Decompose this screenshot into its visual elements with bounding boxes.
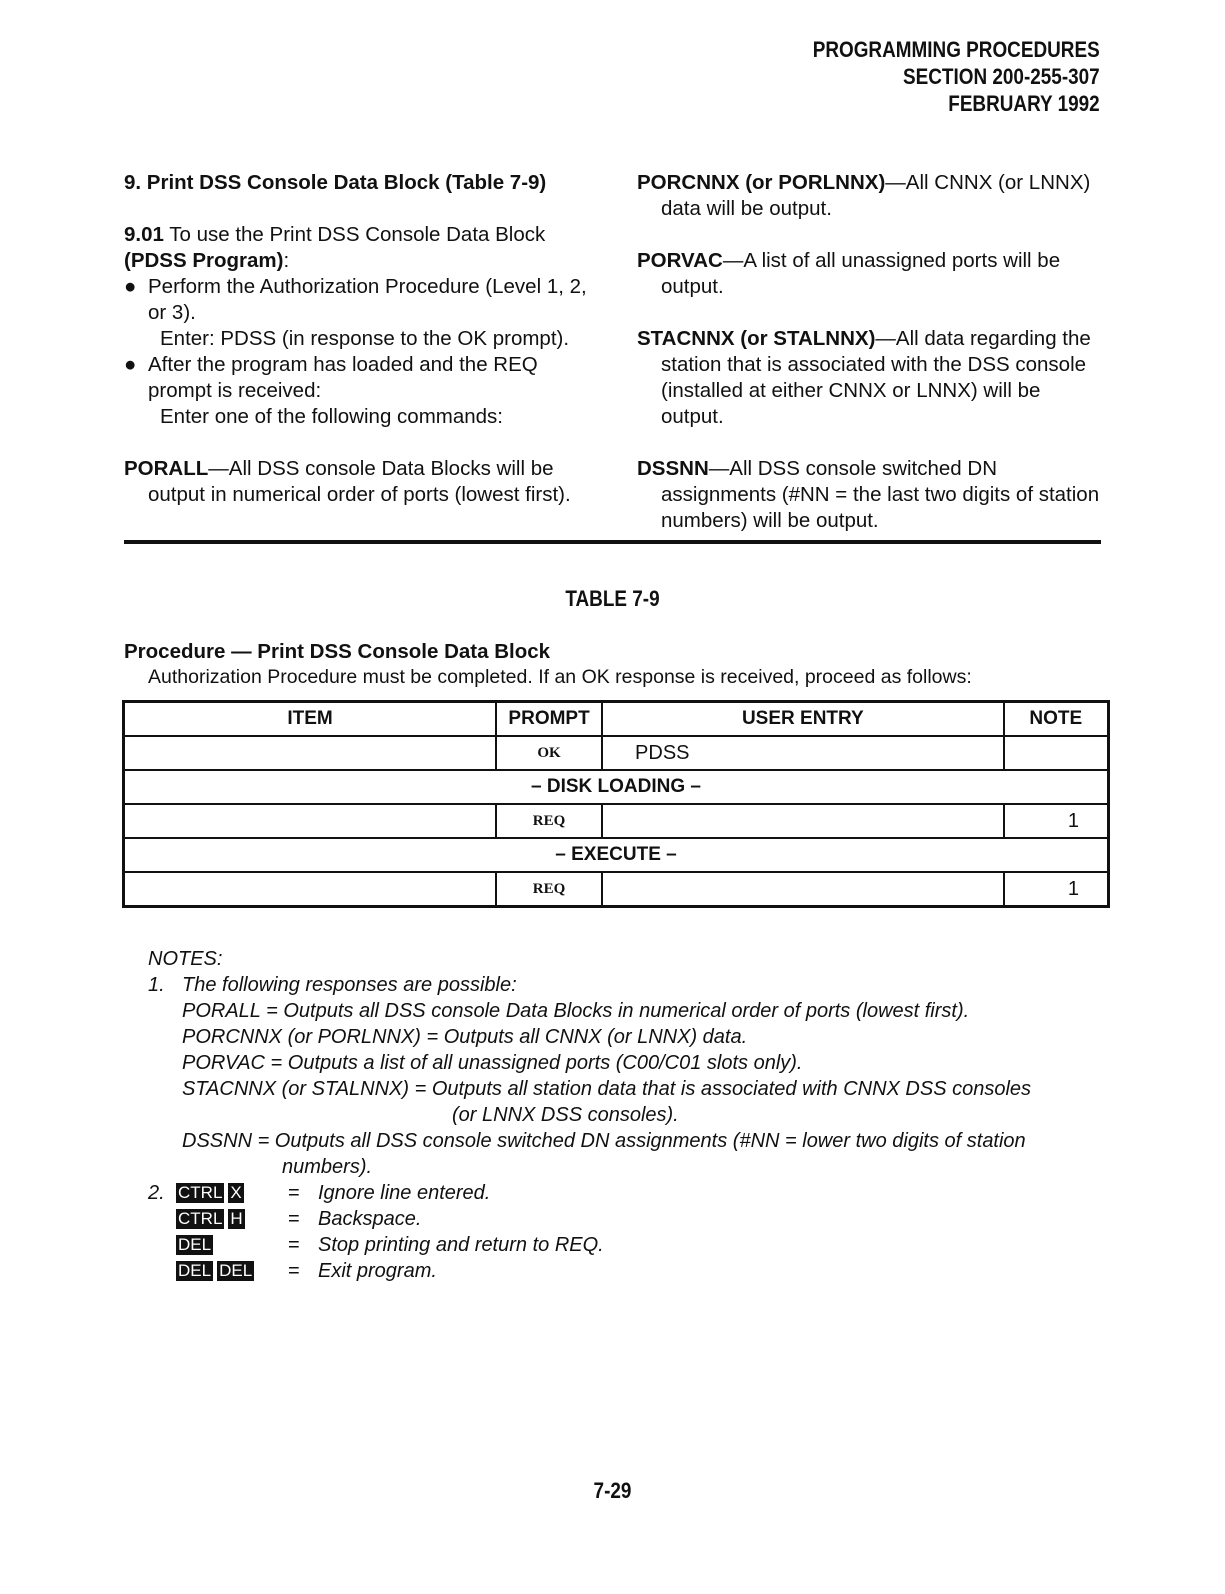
command-label: PORVAC — [637, 249, 723, 272]
prompt-cell: OK — [496, 736, 602, 770]
user-entry-cell: PDSS — [602, 736, 1004, 770]
table-row — [124, 804, 1109, 838]
table-row — [124, 736, 1109, 770]
program-name: (PDSS Program) — [124, 249, 284, 272]
column-header-item: ITEM — [124, 702, 497, 737]
key-cap: CTRL — [178, 1209, 223, 1228]
key-cap: CTRL — [178, 1183, 223, 1202]
note-intro: The following responses are possible: — [182, 974, 517, 996]
key-cap: DEL — [178, 1235, 212, 1254]
item-cell — [124, 804, 497, 838]
note-cell: 1 — [1004, 872, 1109, 907]
table-header-row — [124, 702, 1109, 737]
header-title: PROGRAMMING PROCEDURES — [813, 37, 1100, 62]
note-2 — [148, 1180, 1108, 1284]
command-porvac — [637, 248, 1102, 300]
user-entry-cell — [602, 804, 1004, 838]
colon: : — [283, 249, 290, 272]
command-label: STACNNX (or STALNNX) — [637, 327, 876, 350]
note-number: 1. — [148, 974, 165, 996]
command-desc: —A list of all unassigned ports will be output. — [661, 249, 1061, 298]
bullet-icon: ● — [124, 353, 137, 376]
notes — [148, 946, 1108, 1284]
paragraph-number: 9.01 — [124, 223, 164, 246]
command-porcnnx — [637, 170, 1102, 222]
user-entry-cell — [602, 872, 1004, 907]
equals-sign: = — [288, 1234, 300, 1256]
execute-label: – EXECUTE – — [124, 838, 1109, 872]
note-cell: 1 — [1004, 804, 1109, 838]
table-title: TABLE 7-9 — [565, 586, 660, 611]
section-divider — [124, 540, 1101, 544]
section-title: 9. Print DSS Console Data Block (Table 7-9) — [124, 171, 547, 194]
enter-instruction: Enter: PDSS (in response to the OK prompt). — [160, 327, 570, 350]
equals-sign: = — [288, 1208, 300, 1230]
bullet-icon: ● — [124, 275, 137, 298]
key-cap: DEL — [219, 1261, 253, 1280]
command-desc: —All DSS console Data Blocks will be output in numerical order of ports (lowest first). — [148, 457, 571, 506]
prompt-cell: REQ — [496, 872, 602, 907]
paragraph-9-01 — [124, 222, 594, 274]
paragraph-text: To use the Print DSS Console Data Block — [169, 223, 546, 246]
equals-sign: = — [288, 1182, 300, 1204]
equals-sign: = — [288, 1260, 300, 1282]
key-row — [176, 1232, 1108, 1258]
procedure-table — [122, 700, 1110, 908]
key-row — [176, 1258, 1108, 1284]
key-row — [176, 1206, 1108, 1232]
key-description: Exit program. — [318, 1260, 437, 1282]
key-cap: DEL — [178, 1261, 212, 1280]
command-dssnn — [637, 456, 1102, 534]
page-number: 7-29 — [593, 1478, 632, 1503]
disk-loading-label: – DISK LOADING – — [124, 770, 1109, 804]
command-label: DSSNN — [637, 457, 709, 480]
note-line: STACNNX (or STALNNX) = Outputs all station data that is associated with CNNX DSS consoles — [182, 1078, 1032, 1100]
table-section-row — [124, 770, 1109, 804]
command-porall — [124, 456, 594, 508]
key-description: Stop printing and return to REQ. — [318, 1234, 604, 1256]
left-column — [124, 170, 594, 508]
command-desc: —All CNNX (or LNNX) data will be output. — [661, 171, 1091, 220]
column-header-user-entry: USER ENTRY — [602, 702, 1004, 737]
right-column — [637, 170, 1102, 534]
procedure-title: Procedure — Print DSS Console Data Block — [124, 640, 551, 663]
header-date: FEBRUARY 1992 — [948, 91, 1100, 116]
key-description: Ignore line entered. — [318, 1182, 491, 1204]
bullet-item — [124, 274, 594, 326]
key-cap: H — [230, 1209, 243, 1228]
command-desc: —All DSS console switched DN assignments (#NN = the last two digits of station numbers) will be output. — [661, 457, 1100, 532]
command-desc: —All data regarding the station that is associated with the DSS console (installed at either CNNX or LNNX) will be output. — [661, 327, 1091, 428]
note-1 — [148, 972, 1108, 1180]
column-header-note: NOTE — [1004, 702, 1109, 737]
item-cell — [124, 872, 497, 907]
table-row — [124, 872, 1109, 907]
command-label: PORCNNX (or PORLNNX) — [637, 171, 886, 194]
key-row — [176, 1180, 1108, 1206]
note-cell — [1004, 736, 1109, 770]
item-cell — [124, 736, 497, 770]
note-line: numbers). — [282, 1156, 373, 1178]
enter-instruction: Enter one of the following commands: — [160, 405, 503, 428]
page-header — [813, 36, 1100, 117]
note-line: PORVAC = Outputs a list of all unassigned ports (C00/C01 slots only). — [182, 1052, 803, 1074]
bullet-text: After the program has loaded and the REQ prompt is received: — [148, 353, 538, 402]
bullet-item — [124, 352, 594, 404]
prompt-cell: REQ — [496, 804, 602, 838]
column-header-prompt: PROMPT — [496, 702, 602, 737]
note-line: PORCNNX (or PORLNNX) = Outputs all CNNX (or LNNX) data. — [182, 1026, 748, 1048]
notes-title: NOTES: — [148, 948, 223, 970]
note-line: (or LNNX DSS consoles). — [452, 1104, 679, 1126]
note-line: DSSNN = Outputs all DSS console switched DN assignments (#NN = lower two digits of station — [182, 1130, 1026, 1152]
key-description: Backspace. — [318, 1208, 422, 1230]
note-number: 2. — [148, 1182, 165, 1204]
key-cap: X — [230, 1183, 242, 1202]
command-label: PORALL — [124, 457, 209, 480]
procedure-subtitle: Authorization Procedure must be completed. If an OK response is received, proceed as follows: — [148, 666, 972, 688]
command-stacnnx — [637, 326, 1102, 430]
bullet-text: Perform the Authorization Procedure (Level 1, 2, or 3). — [148, 275, 587, 324]
note-line: PORALL = Outputs all DSS console Data Blocks in numerical order of ports (lowest first). — [182, 1000, 970, 1022]
header-section: SECTION 200-255-307 — [903, 64, 1100, 89]
table-section-row — [124, 838, 1109, 872]
